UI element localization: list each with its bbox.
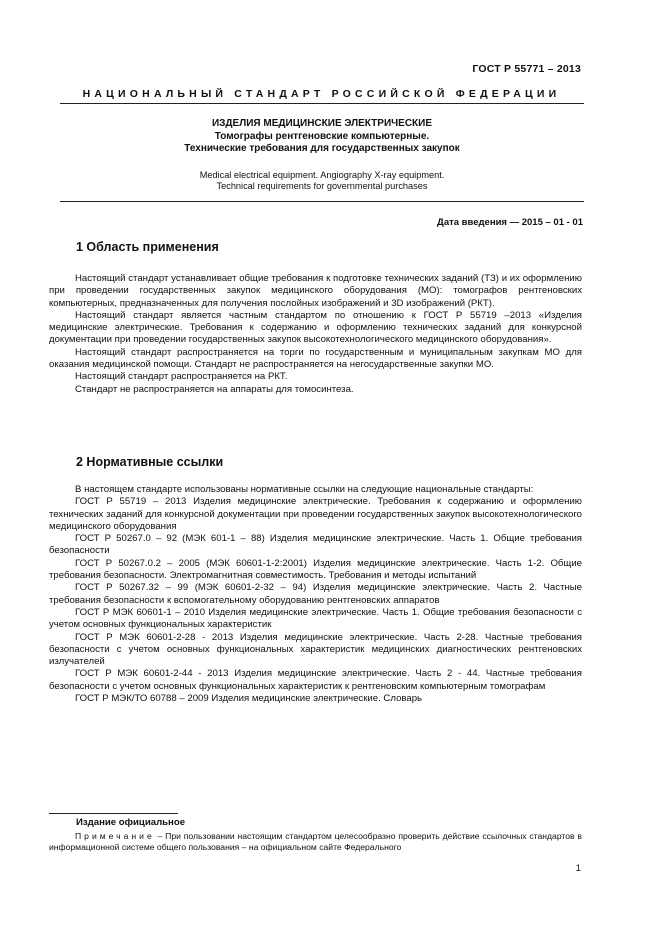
official-edition-label: Издание официальное	[76, 817, 186, 828]
section-2-paragraph: В настоящем стандарте использованы нормативные ссылки на следующие национальные стандарты:	[75, 484, 534, 495]
footnote-divider	[49, 813, 178, 814]
normative-reference: ГОСТ Р МЭК/ТО 60788 – 2009 Изделия медицинские электрические. Словарь	[75, 693, 423, 705]
document-number: ГОСТ Р 55771 – 2013	[472, 63, 581, 75]
national-standard-banner: НАЦИОНАЛЬНЫЙ СТАНДАРТ РОССИЙСКОЙ ФЕДЕРАЦИИ	[82, 88, 561, 100]
russian-title-line-1: ИЗДЕЛИЯ МЕДИЦИНСКИЕ ЭЛЕКТРИЧЕСКИЕ	[211, 118, 433, 129]
english-title-line-2: Technical requirements for governmental purchases	[216, 181, 428, 191]
english-title-line-1: Medical electrical equipment. Angiography X-ray equipment.	[199, 169, 445, 180]
normative-reference: ГОСТ Р МЭК 60601-2-28 - 2013 Изделия медицинские электрические. Часть 2-28. Частные требования безопасности с учетом основных функциональных характеристик медицинских диагностических рентгеновских излучателей	[49, 631, 582, 668]
section-1-paragraph: Настоящий стандарт распространяется на торги по государственным и муниципальным закупкам МО для оказания медицинской помощи. Стандарт не распространяется на негосударственные закупки МО.	[49, 346, 582, 371]
title-block	[60, 103, 584, 202]
section-1-paragraph: Настоящий стандарт устанавливает общие требования к подготовке технических заданий (ТЗ) и их оформлению при проведении государственных закупок медицинского оборудования (МО): томографов рентгеновских компьютерных, предназначенных для получения послойных изображений и 3D изображений (РКТ).	[49, 273, 582, 309]
footnote-note	[49, 831, 582, 853]
note-label: Примечание	[75, 831, 155, 841]
normative-reference: ГОСТ Р 50267.0.2 – 2005 (МЭК 60601-1-2:2001) Изделия медицинские электрические. Часть 1-2. Общие требования безопасности. Электромагнитная совместимость. Требования и методы испытаний	[49, 557, 582, 582]
normative-reference: ГОСТ Р 55719 – 2013 Изделия медицинские электрические. Требования к содержанию и оформлению технических заданий для конкурсной документации при проведении государственных закупок высокотехнологического медицинского оборудования	[49, 496, 582, 532]
introduction-date: Дата введения — 2015 – 01 - 01	[437, 217, 583, 228]
section-2-body	[49, 484, 582, 705]
note-text: – При пользовании настоящим стандартом целесообразно проверить действие ссылочных стандартов в информационной системе общего пользования – на официальном сайте Федерального	[49, 831, 582, 852]
section-1-paragraph: Настоящий стандарт распространяется на РКТ.	[75, 371, 288, 383]
normative-reference: ГОСТ Р 50267.32 – 99 (МЭК 60601-2-32 – 94) Изделия медицинские электрические. Часть 2. Частные требования безопасности к вспомогательному оборудованию рентгеновских аппаратов	[49, 582, 582, 606]
normative-reference: ГОСТ Р МЭК 60601-2-44 - 2013 Изделия медицинские электрические. Часть 2 - 44. Частные требования безопасности с учетом основных функциональных характеристик к рентгеновским компьютерным томографам	[49, 668, 582, 692]
normative-reference: ГОСТ Р 50267.0 – 92 (МЭК 601-1 – 88) Изделия медицинские электрические. Часть 1. Общие требования безопасности	[49, 533, 582, 557]
section-2-heading: 2 Нормативные ссылки	[76, 455, 224, 469]
normative-reference: ГОСТ Р МЭК 60601-1 – 2010 Изделия медицинские электрические. Часть 1. Общие требования безопасности с учетом основных функциональных характеристик	[49, 606, 582, 631]
russian-title	[60, 118, 584, 156]
section-1-body	[49, 273, 582, 396]
russian-title-line-2: Томографы рентгеновские компьютерные.	[214, 130, 430, 142]
page-number: 1	[575, 863, 581, 874]
english-title	[60, 170, 584, 193]
section-1-paragraph: Стандарт не распространяется на аппараты для томосинтеза.	[75, 383, 354, 395]
section-1-paragraph: Настоящий стандарт является частным стандартом по отношению к ГОСТ Р 55719 –2013 «Изделия медицинские электрические. Требования к содержанию и оформлению технических заданий для конкурсной документации при проведении государственных закупок высокотехнологического медицинского оборудования».	[49, 309, 582, 346]
russian-title-line-3: Технические требования для государственных закупок	[184, 143, 460, 154]
section-1-heading: 1 Область применения	[76, 240, 219, 254]
